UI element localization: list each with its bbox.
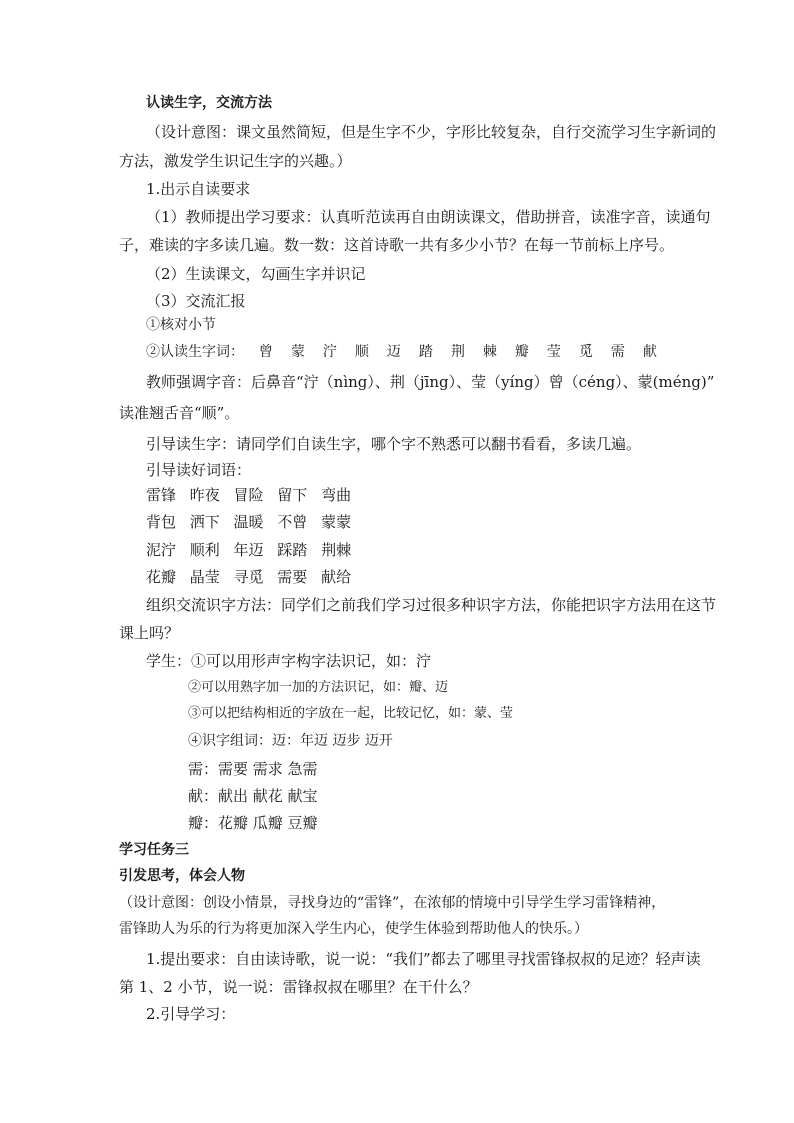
new-character: 荆 bbox=[450, 344, 465, 360]
list-item: ①核对小节 bbox=[146, 317, 216, 333]
task-heading: 学习任务三 bbox=[119, 842, 189, 858]
section-heading: 引发思考，体会人物 bbox=[119, 868, 245, 884]
new-character: 觅 bbox=[578, 344, 593, 360]
student-answer: ②可以用熟字加一加的方法识记，如：瓣、迈 bbox=[188, 680, 449, 695]
requirement-paragraph-cont: 子，难读的字多读几遍。数一数：这首诗歌一共有多少小节？在每一节前标上序号。 bbox=[119, 236, 675, 254]
new-character: 泞 bbox=[322, 344, 337, 360]
design-intent-paragraph-cont: 雷锋助人为乐的行为将更加深入学生内心，使学生体验到帮助他人的快乐。） bbox=[119, 921, 588, 937]
pronunciation-note-cont: 读准翘舌音“顺”。 bbox=[119, 404, 240, 422]
new-character: 迈 bbox=[386, 344, 401, 360]
section-heading: 认读生字，交流方法 bbox=[146, 95, 272, 111]
step-heading: 1.出示自读要求 bbox=[146, 180, 251, 198]
step-paragraph: 1.提出要求：自由读诗歌，说一说：“我们”都去了哪里寻找雷锋叔叔的足迹？轻声读 bbox=[146, 950, 701, 968]
method-paragraph-cont: 课上吗？ bbox=[119, 624, 180, 642]
design-intent-paragraph: （设计意图：创设小情景，寻找身边的“雷锋”，在浓郁的情境中引导学生学习雷锋精神， bbox=[119, 895, 666, 911]
guide-paragraph: 引导读好词语： bbox=[146, 461, 252, 479]
new-character: 棘 bbox=[482, 344, 497, 360]
student-answer: ④识字组词：迈：年迈 迈步 迈开 bbox=[188, 733, 393, 749]
word-row: 背包 洒下 温暖 不曾 蒙蒙 bbox=[146, 513, 352, 531]
step-paragraph-cont: 第 1、2 小节，说一说：雷锋叔叔在哪里？在干什么？ bbox=[119, 978, 478, 996]
student-answer: 瓣：花瓣 瓜瓣 豆瓣 bbox=[188, 814, 318, 832]
word-row: 花瓣 晶莹 寻觅 需要 献给 bbox=[146, 568, 352, 586]
new-characters-label: ②认读生字词： bbox=[146, 344, 244, 360]
design-intent-paragraph: （设计意图：课文虽然简短，但是生字不少，字形比较复杂，自行交流学习生字新词的 bbox=[146, 123, 717, 141]
requirement-paragraph: （1）教师提出学习要求：认真听范读再自由朗读课文，借助拼音，读准字音，读通句 bbox=[146, 208, 711, 226]
new-characters-list bbox=[259, 344, 675, 360]
new-character: 踏 bbox=[418, 344, 433, 360]
design-intent-paragraph-cont: 方法，激发学生识记生字的兴趣。） bbox=[119, 152, 352, 170]
new-character: 莹 bbox=[546, 344, 561, 360]
student-answer: 需：需要 需求 急需 bbox=[188, 760, 318, 778]
sub-step: （3）交流汇报 bbox=[146, 292, 246, 310]
method-paragraph: 组织交流识字方法：同学们之前我们学习过很多种识字方法，你能把识字方法用在这节 bbox=[146, 596, 717, 614]
new-characters-line bbox=[146, 345, 675, 359]
student-answer: ③可以把结构相近的字放在一起，比较记忆，如：蒙、莹 bbox=[188, 706, 514, 721]
new-character: 需 bbox=[610, 344, 625, 360]
student-answer: 献：献出 献花 献宝 bbox=[188, 787, 318, 805]
student-answer: 学生：①可以用形声字构字法识记，如：泞 bbox=[146, 652, 432, 670]
new-character: 献 bbox=[642, 344, 657, 360]
new-character: 顺 bbox=[354, 344, 369, 360]
guide-paragraph: 引导读生字：请同学们自读生字，哪个字不熟悉可以翻书看看，多读几遍。 bbox=[146, 435, 642, 453]
new-character: 瓣 bbox=[514, 344, 529, 360]
word-row: 雷锋 昨夜 冒险 留下 弯曲 bbox=[146, 486, 352, 504]
pronunciation-note: 教师强调字音：后鼻音“泞（nìng）、荆（jīng）、莹（yíng）曾（céng）、蒙(méng)” bbox=[146, 373, 715, 391]
new-character: 蒙 bbox=[290, 344, 305, 360]
sub-step: （2）生读课文，勾画生字并识记 bbox=[146, 265, 366, 283]
new-character: 曾 bbox=[258, 344, 273, 360]
step-heading: 2.引导学习： bbox=[146, 1005, 236, 1023]
word-row: 泥泞 顺利 年迈 踩踏 荆棘 bbox=[146, 541, 352, 559]
